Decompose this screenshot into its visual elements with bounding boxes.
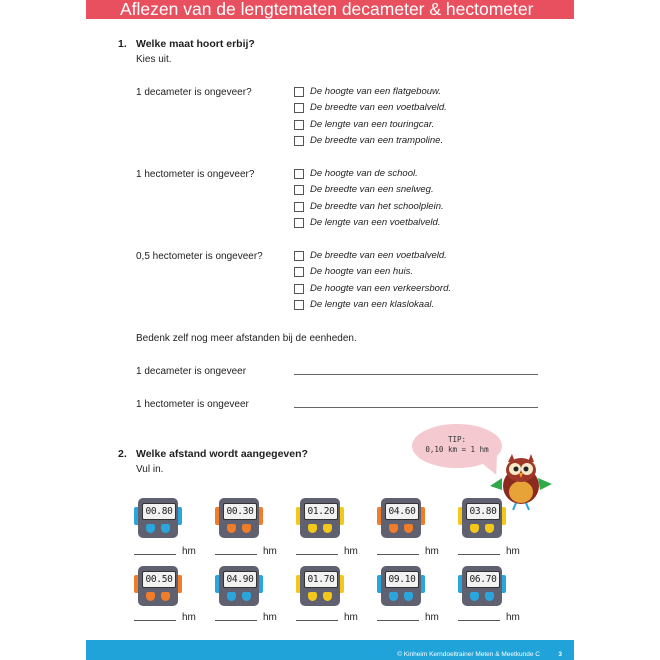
option-checkbox[interactable] [294,250,447,261]
option-checkbox[interactable] [294,266,413,277]
checkbox[interactable] [294,120,304,130]
option-label: De breedte van een trampoline. [310,135,444,146]
answer-field[interactable] [377,612,439,623]
option-label: De hoogte van een flatgebouw. [310,86,441,97]
option-checkbox[interactable] [294,119,434,130]
answer-blank[interactable] [134,620,176,621]
meter-button [146,524,155,533]
unit-label: hm [425,612,439,623]
meter-button [308,592,317,601]
meter-display: 06.70 [466,571,500,588]
meter-display: 00.80 [142,503,176,520]
option-checkbox[interactable] [294,184,434,195]
tip-text: 0,10 km = 1 hm [425,445,489,454]
distance-meter [296,498,344,544]
distance-meter [377,498,425,544]
extra-row-label: 1 decameter is ongeveer [136,366,247,377]
option-label: De breedte van een voetbalveld. [310,102,447,113]
question-2-title: Welke afstand wordt aangegeven? [136,448,308,460]
meter-button [161,592,170,601]
meter-button [485,524,494,533]
answer-line[interactable] [294,407,538,408]
distance-meter [215,498,263,544]
checkbox[interactable] [294,202,304,212]
option-checkbox[interactable] [294,102,447,113]
option-checkbox[interactable] [294,135,443,146]
extra-prompt: Bedenk zelf nog meer afstanden bij de eenheden. [136,333,357,344]
meter-display: 00.30 [223,503,257,520]
unit-label: hm [263,546,277,557]
answer-field[interactable] [296,612,358,623]
meter-button [470,524,479,533]
option-label: De breedte van een voetbalveld. [310,250,447,261]
meter-display: 04.90 [223,571,257,588]
meter-button [470,592,479,601]
unit-label: hm [344,546,358,557]
answer-blank[interactable] [215,620,257,621]
meter-button [242,524,251,533]
answer-blank[interactable] [377,620,419,621]
distance-meter [377,566,425,612]
meter-button [485,592,494,601]
answer-field[interactable] [134,612,196,623]
answer-blank[interactable] [215,554,257,555]
meter-button [389,592,398,601]
option-checkbox[interactable] [294,217,440,228]
distance-meter [458,498,506,544]
answer-field[interactable] [215,546,277,557]
checkbox[interactable] [294,136,304,146]
meter-button [323,524,332,533]
checkbox[interactable] [294,185,304,195]
option-label: De hoogte van een huis. [310,266,413,277]
answer-blank[interactable] [134,554,176,555]
meter-button [227,592,236,601]
page-footer [86,640,574,660]
question-2-number: 2. [118,448,127,460]
option-label: De breedte van het schoolplein. [310,201,444,212]
question-2-instruction: Vul in. [136,464,164,475]
checkbox[interactable] [294,251,304,261]
answer-field[interactable] [215,612,277,623]
distance-meter [134,498,182,544]
checkbox[interactable] [294,87,304,97]
option-label: De lengte van een klaslokaal. [310,299,435,310]
meter-display: 00.50 [142,571,176,588]
page-number: 3 [558,651,562,658]
meter-button [146,592,155,601]
meter-display: 01.20 [304,503,338,520]
distance-meter [134,566,182,612]
checkbox[interactable] [294,169,304,179]
meter-button [389,524,398,533]
option-checkbox[interactable] [294,299,434,310]
page-title: Aflezen van de lengtematen decameter & hectometer [120,0,534,19]
group-2-label: 1 hectometer is ongeveer? [136,169,255,180]
checkbox[interactable] [294,218,304,228]
unit-label: hm [182,546,196,557]
option-checkbox[interactable] [294,201,444,212]
option-label: De breedte van een snelweg. [310,184,434,195]
answer-field[interactable] [458,612,520,623]
group-1-label: 1 decameter is ongeveer? [136,87,252,98]
question-1-instruction: Kies uit. [136,54,172,65]
answer-blank[interactable] [458,554,500,555]
answer-field[interactable] [134,546,196,557]
option-label: De hoogte van de school. [310,168,418,179]
unit-label: hm [263,612,277,623]
answer-line[interactable] [294,374,538,375]
meter-button [404,524,413,533]
meter-display: 04.60 [385,503,419,520]
checkbox[interactable] [294,267,304,277]
meter-button [227,524,236,533]
checkbox[interactable] [294,284,304,294]
meter-display: 09.10 [385,571,419,588]
unit-label: hm [425,546,439,557]
answer-field[interactable] [377,546,439,557]
meter-display: 03.80 [466,503,500,520]
unit-label: hm [506,612,520,623]
option-label: De lengte van een touringcar. [310,119,435,130]
unit-label: hm [182,612,196,623]
checkbox[interactable] [294,103,304,113]
answer-blank[interactable] [296,554,338,555]
meter-button [323,592,332,601]
answer-field[interactable] [458,546,520,557]
meter-display: 01.70 [304,571,338,588]
option-label: De hoogte van een verkeersbord. [310,283,452,294]
tip-label: TIP: [447,435,467,444]
meter-button [242,592,251,601]
meter-button [404,592,413,601]
answer-blank[interactable] [296,620,338,621]
extra-row-label: 1 hectometer is ongeveer [136,399,249,410]
option-checkbox[interactable] [294,168,418,179]
unit-label: hm [506,546,520,557]
unit-label: hm [344,612,358,623]
option-checkbox[interactable] [294,86,441,97]
meter-button [161,524,170,533]
copyright-text: © Kinheim Kerndoeltrainer Meten & Meetkunde C [397,651,540,658]
distance-meter [458,566,506,612]
answer-blank[interactable] [458,620,500,621]
question-1-number: 1. [118,38,127,50]
answer-field[interactable] [296,546,358,557]
page-header [86,0,574,19]
meter-button [308,524,317,533]
distance-meter [215,566,263,612]
question-1-title: Welke maat hoort erbij? [136,38,255,50]
option-checkbox[interactable] [294,283,451,294]
group-3-label: 0,5 hectometer is ongeveer? [136,251,263,262]
answer-blank[interactable] [377,554,419,555]
checkbox[interactable] [294,300,304,310]
option-label: De lengte van een voetbalveld. [310,217,441,228]
distance-meter [296,566,344,612]
